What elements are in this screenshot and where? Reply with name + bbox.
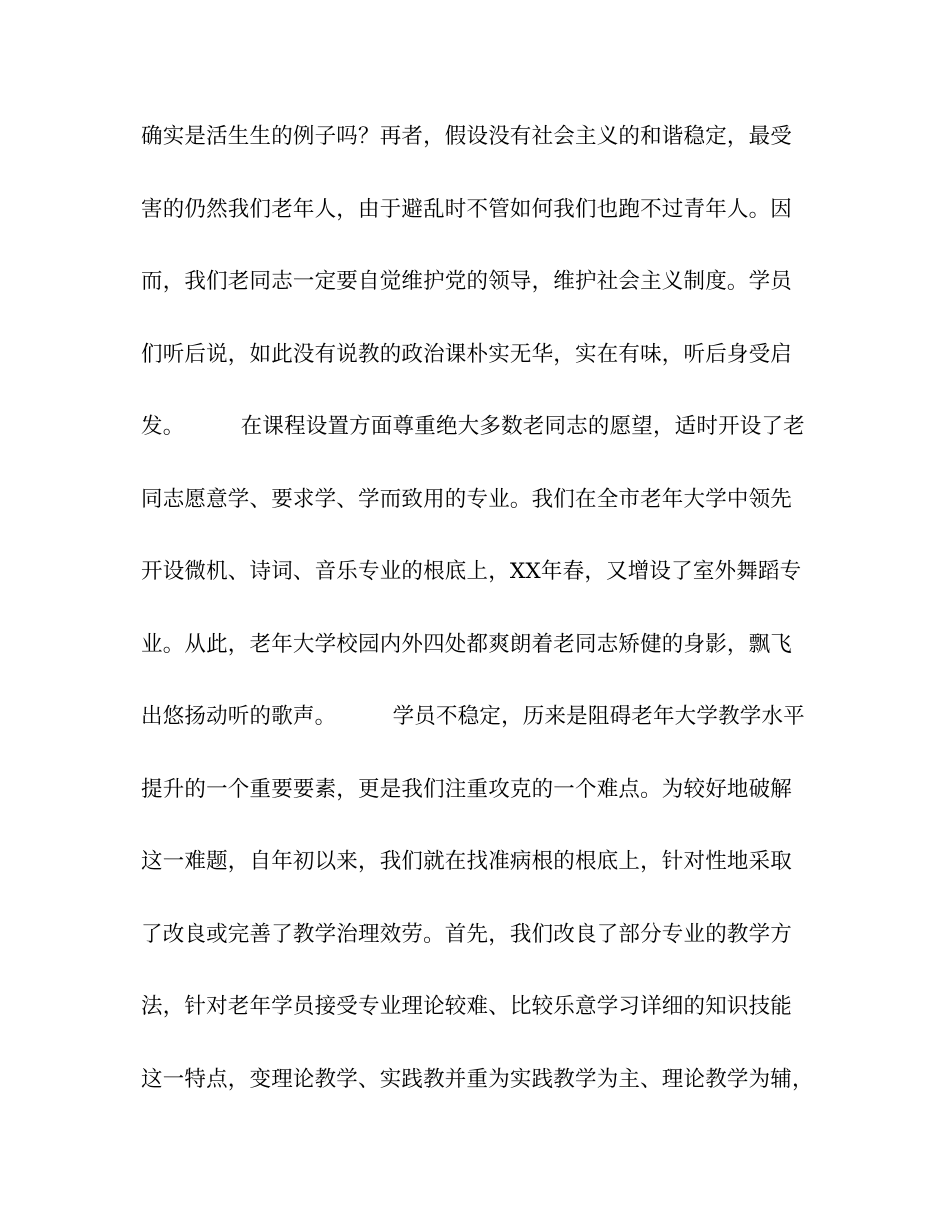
text-line: 提升的一个重要要素，更是我们注重攻克的一个难点。为较好地破解 <box>141 776 793 802</box>
text-line: 而，我们老同志一定要自觉维护党的领导，维护社会主义制度。学员 <box>141 269 793 294</box>
text-line: 业。从此，老年大学校园内外四处都爽朗着老同志矫健的身影，飘飞 <box>141 631 793 657</box>
text-line: 发。 在课程设置方面尊重绝大多数老同志的愿望，适时开设了老 <box>141 414 805 439</box>
text-line: 出悠扬动听的歌声。 学员不稳定，历来是阻碍老年大学教学水平 <box>141 704 805 729</box>
text-line: 这一难题，自年初以来，我们就在找准病根的根底上，针对性地采取 <box>141 849 793 874</box>
text-line: 法，针对老年学员接受专业理论较难、比较乐意学习详细的知识技能 <box>141 994 793 1019</box>
text-line: 这一特点，变理论教学、实践教并重为实践教学为主、理论教学为辅， <box>141 1066 814 1092</box>
text-line: 同志愿意学、要求学、学而致用的专业。我们在全市老年大学中领先 <box>141 486 793 512</box>
text-line: 确实是活生生的例子吗？再者，假设没有社会主义的和谐稳定，最受 <box>141 124 793 149</box>
text-line: 们听后说，如此没有说教的政治课朴实无华，实在有味，听后身受启 <box>141 341 793 367</box>
text-line: 开设微机、诗词、音乐专业的根底上，XX年春，又增设了室外舞蹈专 <box>141 559 802 584</box>
body-text <box>141 122 821 1137</box>
text-line: 了改良或完善了教学治理效劳。首先，我们改良了部分专业的教学方 <box>141 921 793 947</box>
text-line: 害的仍然我们老年人，由于避乱时不管如何我们也跑不过青年人。因 <box>141 196 793 222</box>
